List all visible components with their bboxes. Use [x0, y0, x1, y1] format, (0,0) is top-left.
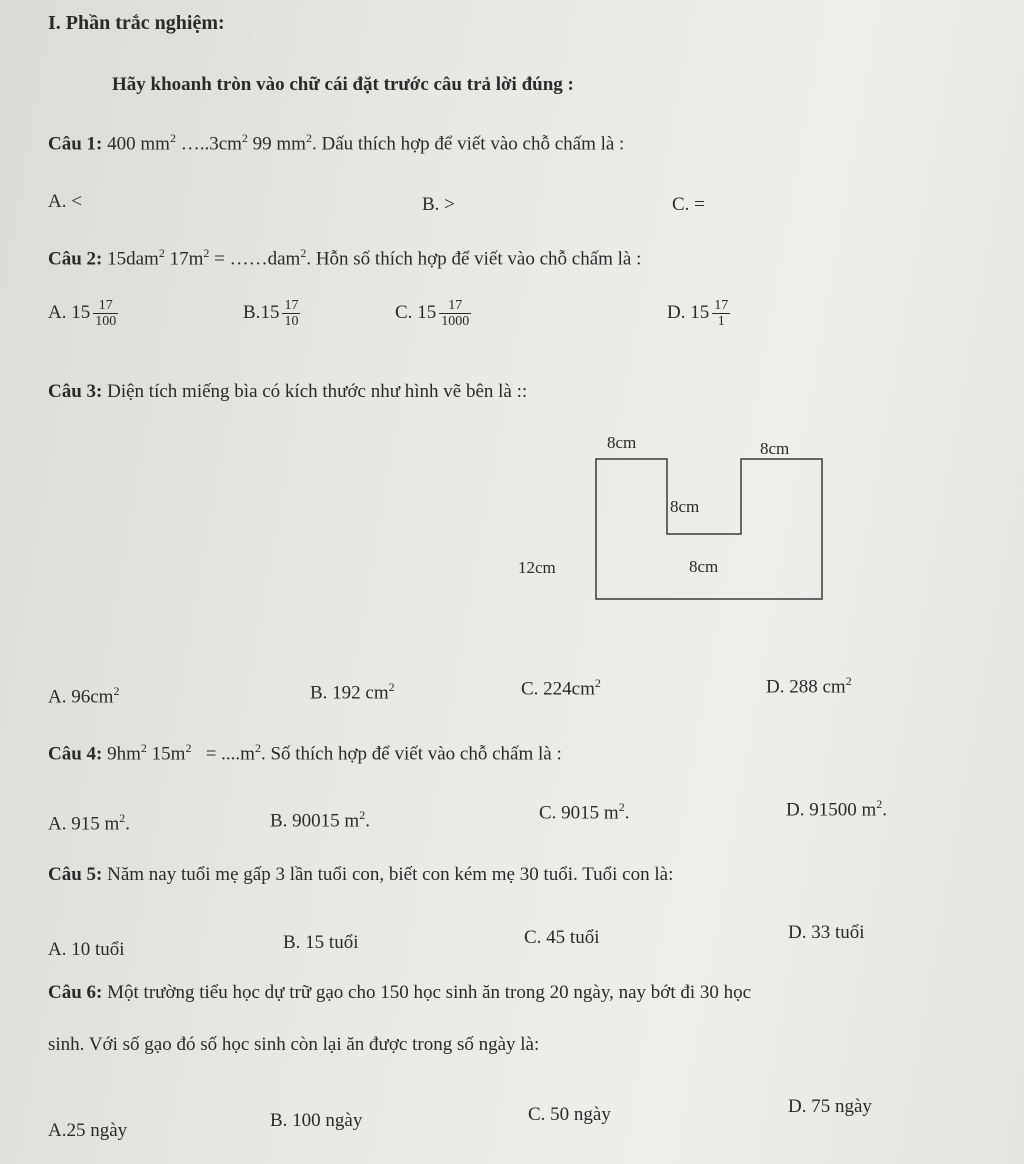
q3-option-a[interactable]: A. $96cm^2$	[48, 684, 120, 708]
q6-option-c[interactable]: C. 50 ngày	[528, 1104, 611, 1125]
question-5: Câu 5: Năm nay tuổi mẹ gấp 3 lần tuổi con, biết con kém mẹ 30 tuổi. Tuổi con là:	[48, 864, 674, 885]
q1-dots: …..3cm	[180, 133, 242, 155]
shape-outline	[596, 459, 822, 599]
q6-option-d[interactable]: D. 75 ngày	[788, 1096, 872, 1117]
q3-option-d[interactable]: D. 288 $cm^2$	[766, 674, 852, 698]
label-top-right-width: 8cm	[760, 439, 790, 458]
q2-option-d[interactable]: D. 15 $\frac{17}{1}$	[667, 298, 729, 329]
label-height: 12cm	[518, 558, 556, 577]
label-top-left-width: 8cm	[607, 433, 637, 452]
label-notch-depth: 8cm	[670, 497, 700, 516]
question-2-label: Câu 2:	[48, 248, 103, 270]
q5-option-d[interactable]: D. 33 tuổi	[788, 922, 865, 943]
q1-option-b[interactable]: B. >	[422, 194, 455, 215]
q5-option-b[interactable]: B. 15 tuổi	[283, 932, 359, 953]
question-6-label: Câu 6:	[48, 982, 103, 1003]
q1-mid: 99 mm	[252, 133, 306, 155]
question-6-line-2: sinh. Với số gạo đó số học sinh còn lại ăn được trong số ngày là:	[48, 1034, 540, 1055]
q1-left: 400 mm	[107, 133, 170, 155]
q4-option-b[interactable]: B. 90015 $m^2$.	[270, 808, 370, 832]
question-3-label: Câu 3:	[48, 381, 103, 402]
q4-option-d[interactable]: D. 91500 $m^2$.	[786, 797, 887, 821]
q2-option-c[interactable]: C. 15 $\frac{17}{1000}$	[395, 298, 470, 329]
q3-option-b[interactable]: B. 192 $cm^2$	[310, 680, 395, 704]
q2-option-b[interactable]: B.15 $\frac{17}{10}$	[243, 298, 299, 329]
question-5-label: Câu 5:	[48, 864, 103, 885]
label-bottom-middle: 8cm	[689, 557, 719, 576]
q3-option-c[interactable]: C. $224cm^2$	[521, 676, 601, 700]
q1-tail: . Dấu thích hợp để viết vào chỗ chấm là :	[311, 133, 625, 155]
q4-option-a[interactable]: A. 915 $m^2$.	[48, 811, 130, 835]
q6-option-b[interactable]: B. 100 ngày	[270, 1110, 363, 1131]
q6-option-a[interactable]: A.25 ngày	[48, 1120, 128, 1141]
question-3: Câu 3: Diện tích miếng bìa có kích thước như hình vẽ bên là ::	[48, 381, 528, 402]
question-1-label: Câu 1:	[48, 133, 103, 155]
q4-option-c[interactable]: C. 9015 $m^2$.	[539, 800, 630, 824]
question-4-label: Câu 4:	[48, 743, 103, 765]
question-4: Câu 4: $9hm^2$ $15m^2$ = $....m^2$. Số thích hợp để viết vào chỗ chấm là :	[48, 741, 562, 765]
shape-figure	[595, 458, 827, 603]
q5-option-c[interactable]: C. 45 tuổi	[524, 927, 600, 948]
question-1: Câu 1: 400 $mm^2$ $\dots..3cm^2$ 99 $mm^2$. Dấu thích hợp để viết vào chỗ chấm là :	[48, 131, 625, 155]
section-title: I. Phần trắc nghiệm:	[48, 12, 225, 34]
q5-option-a[interactable]: A. 10 tuổi	[48, 939, 125, 960]
question-6: Câu 6: Một trường tiểu học dự trữ gạo cho 150 học sinh ăn trong 20 ngày, nay bớt đi 30 học	[48, 982, 752, 1003]
q1-option-a[interactable]: A. <	[48, 191, 82, 212]
q2-option-a[interactable]: A. 15 $\frac{17}{100}$	[48, 298, 117, 329]
q1-option-c[interactable]: C. =	[672, 194, 705, 215]
instruction: Hãy khoanh tròn vào chữ cái đặt trước câu trả lời đúng :	[112, 74, 574, 95]
question-2: Câu 2: 15dam$^2$ $17m^2$ = ……dam$^2$. Hỗn số thích hợp để viết vào chỗ chấm là :	[48, 246, 642, 270]
